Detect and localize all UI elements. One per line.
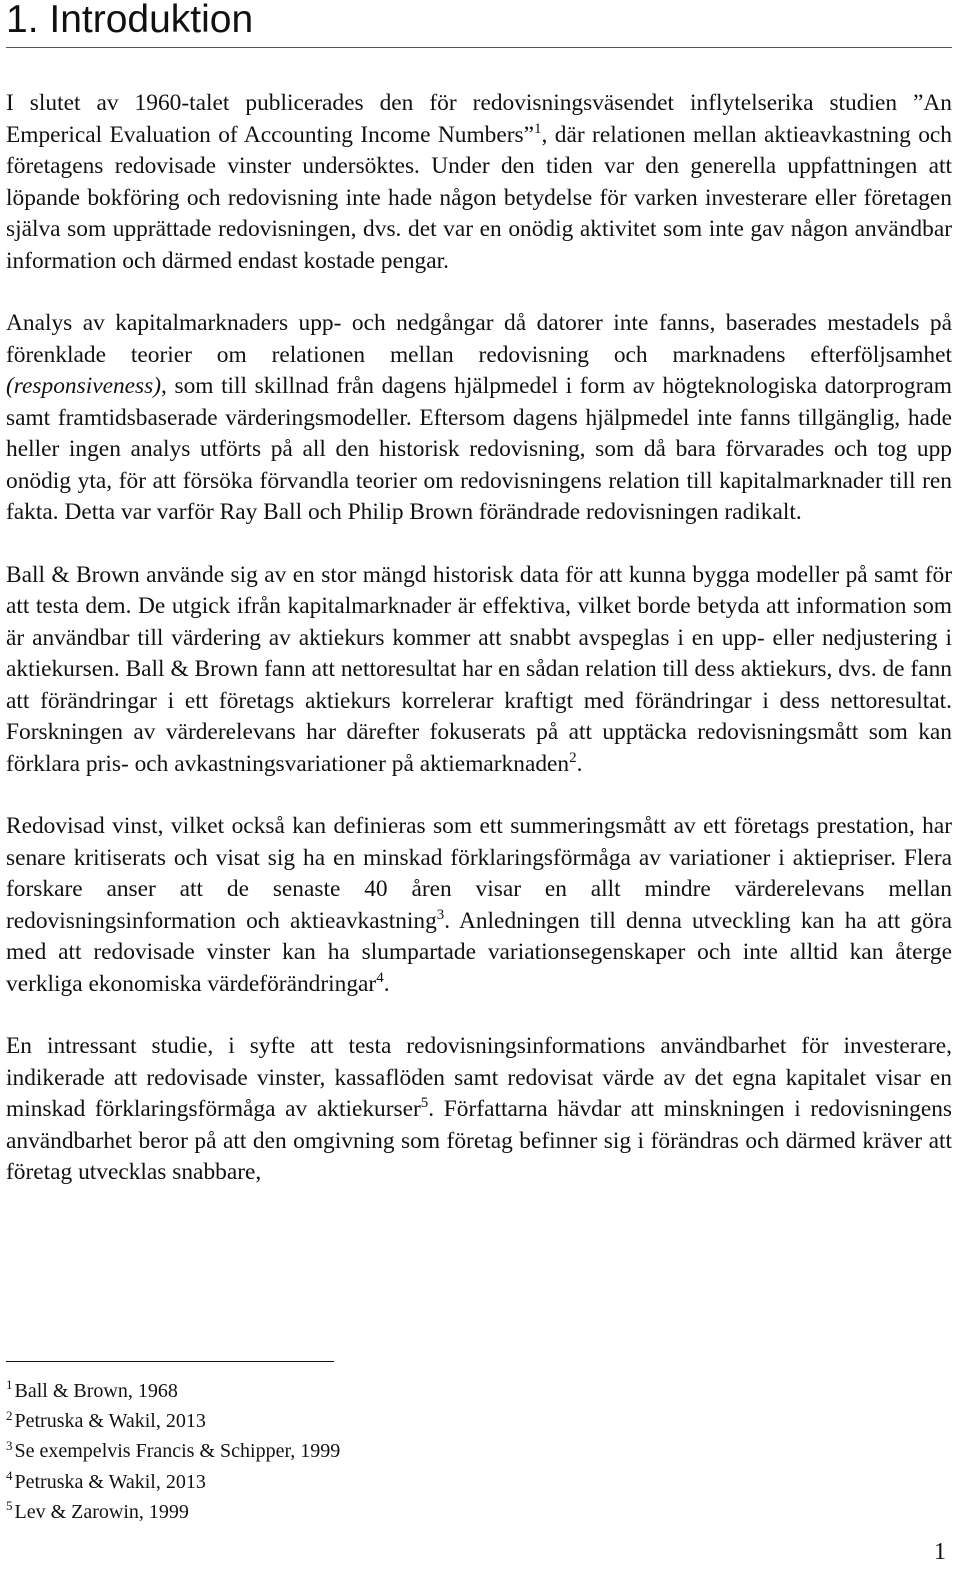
paragraph-1 — [6, 88, 952, 277]
paragraph-4-text-b: . Anledningen till denna utveckling kan ha att göra med att redovisade vinster kan ha slumpartade variationsegenskaper och inte alltid kan återge verkliga ekonomiska värdeförändringar — [6, 907, 952, 997]
footnote-divider — [6, 1361, 334, 1362]
footnote-number: 1 — [6, 1377, 13, 1393]
footnote-text: Petruska & Wakil, 2013 — [14, 1470, 206, 1493]
footnote-text: Petruska & Wakil, 2013 — [14, 1410, 206, 1433]
page-number: 1 — [934, 1539, 946, 1565]
paragraph-1-text-b: , där relationen mellan aktieavkastning och företagens redovisade vinster undersöktes. Under den tiden var den generella uppfattningen att löpande bokföring och redovisning inte hade någon betydelse för varken investerare eller företagen själva som upprättade redovisningen, dvs. det var en onödig aktivitet som inte gav någon användbar information och därmed endast kostade pengar. — [6, 121, 952, 274]
paragraph-2-italic-term: (responsiveness) — [6, 373, 162, 399]
footnote-number: 5 — [6, 1498, 13, 1514]
footnote-number: 4 — [6, 1467, 13, 1483]
footnote-ref-3: 3 — [436, 906, 445, 923]
section-heading: 1. Introduktion — [6, 0, 952, 48]
footnote-item — [6, 1497, 606, 1527]
paragraph-4-text-a: Redovisad vinst, vilket också kan definieras som ett summeringsmått av ett företags prestation, har senare kritiserats och visat sig ha en minskad förklaringsförmåga av variationer i aktiepriser. Flera forskare anser att de senaste 40 åren visar en allt mindre värderelevans mellan redovisningsinformation och aktieavkastning — [6, 813, 952, 934]
paragraph-2-text-a: Analys av kapitalmarknaders upp- och nedgångar då datorer inte fanns, baserades mestadels på förenklade teorier om relationen mellan redovisning och marknadens efterföljsamhet — [6, 310, 952, 368]
paragraph-5-text-a: En intressant studie, i syfte att testa redovisningsinformations användbarhet för investerare, indikerade att redovisade vinster, kassaflöden samt redovisat värde av det egna kapitalet visar en minskad förklaringsförmåga av aktiekurser — [6, 1033, 952, 1122]
footnote-ref-4: 4 — [376, 969, 384, 986]
paragraph-4-text-c: . — [383, 970, 390, 997]
paragraph-2-text-b: , som till skillnad från dagens hjälpmedel i form av högteknologiska datorprogram samt framtidsbaserade värderingsmodeller. Eftersom dagens hjälpmedel inte fanns tillgänglig, hade heller ingen analys utförts på all den historisk redovisning, som då bara förvarades och tog upp onödig yta, för att försöka förvandla teorier om redovisningens relation till kapitalmarknader till ren fakta. Detta var varför Ray Ball och Philip Brown förändrade redovisningen radikalt. — [6, 373, 952, 525]
paragraph-5 — [6, 1031, 952, 1189]
footnote-number: 3 — [6, 1437, 13, 1453]
paragraph-4 — [6, 811, 952, 1000]
paragraph-5-text-b: . Författarna hävdar att minskningen i redovisningens användbarhet beror på att den omgivning som företag befinner sig i förändras och därmed kräver att företag utvecklas snabbare, — [6, 1096, 952, 1185]
footnote-item — [6, 1376, 606, 1406]
footnote-ref-2: 2 — [569, 749, 577, 766]
paragraph-3-text-a: Ball & Brown använde sig av en stor mängd historisk data för att kunna bygga modeller på samt för att testa dem. De utgick ifrån kapitalmarknader är effektiva, vilket borde betyda att information som är användbar till värdering av aktiekurs kommer att snabbt avspeglas i en upp- eller nedjustering i aktiekursen. Ball & Brown fann att nettoresultat har en sådan relation till dess aktiekurs, dvs. de fann att förändringar i ett företags aktiekurs korrelerar kraftigt med förändringar i dess nettoresultat. Forskningen av värderelevans har därefter fokuserats på att upptäcka redovisningsmått som kan förklara pris- och avkastningsvariationer på aktiemarknaden — [6, 561, 952, 777]
paragraph-3 — [6, 560, 952, 781]
footnote-ref-5: 5 — [420, 1095, 429, 1112]
paragraph-2 — [6, 308, 952, 529]
footnote-text: Se exempelvis Francis & Schipper, 1999 — [14, 1440, 341, 1463]
footnote-text: Ball & Brown, 1968 — [14, 1380, 178, 1402]
footnotes — [6, 1376, 606, 1527]
footnote-ref-1: 1 — [534, 120, 542, 137]
paragraph-1-text-a: I slutet av 1960-talet publicerades den för redovisningsväsendet inflytelserika studien ”An Emperical Evaluation of Accounting Income Numbers” — [6, 90, 952, 148]
footnote-item — [6, 1436, 606, 1466]
footnote-item — [6, 1406, 606, 1436]
footnote-text: Lev & Zarowin, 1999 — [14, 1500, 189, 1523]
footnote-number: 2 — [6, 1407, 13, 1423]
paragraph-3-text-b: . — [576, 750, 583, 777]
footnote-item — [6, 1467, 606, 1497]
document-page — [6, 0, 952, 1189]
